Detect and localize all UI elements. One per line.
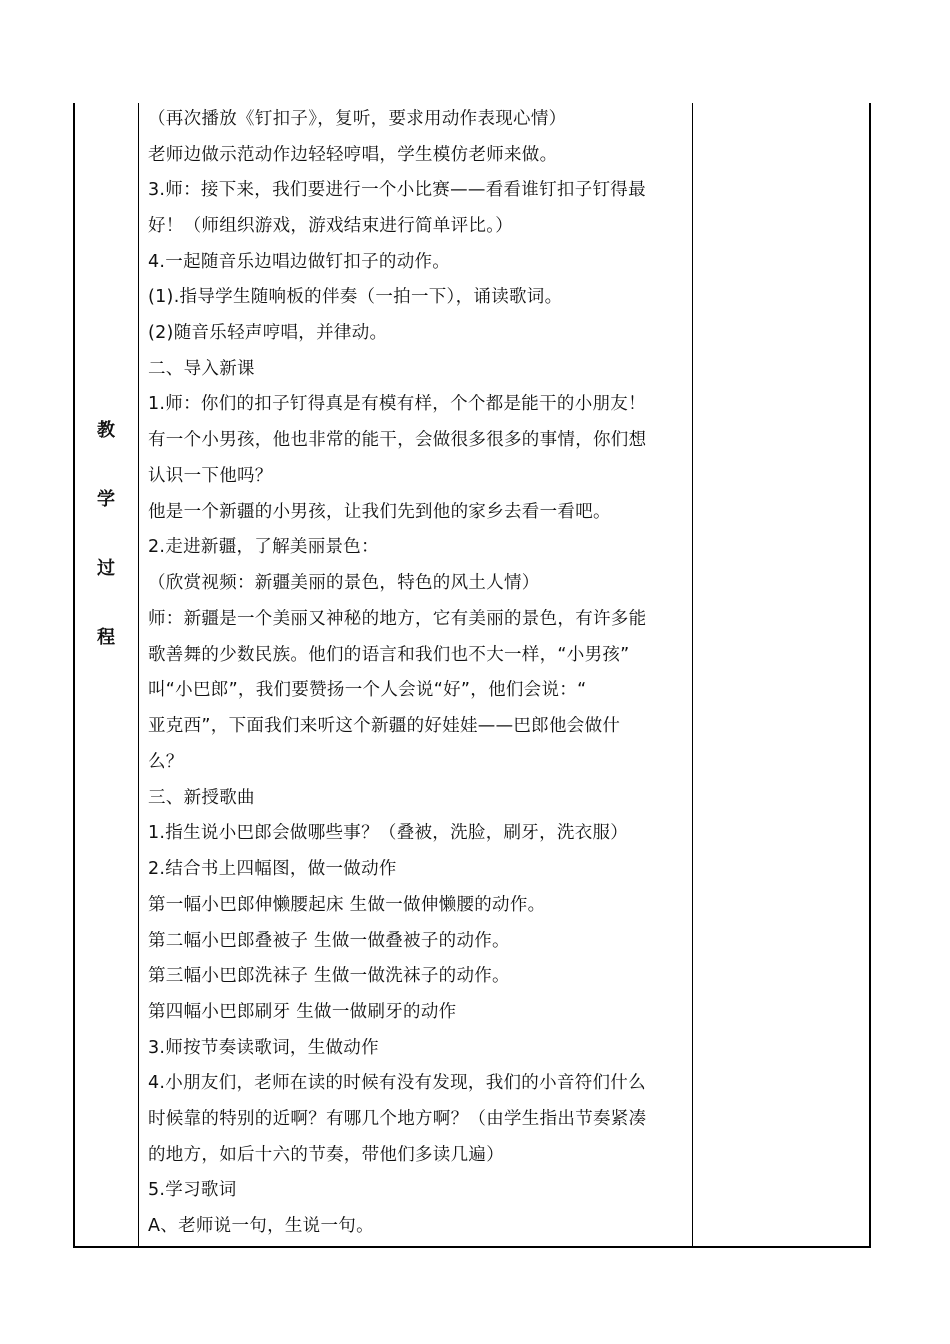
content-line: 2.走进新疆，了解美丽景色： (148, 537, 379, 557)
table-border-left (73, 103, 75, 1248)
content-line: （再次播放《钉扣子》，复听，要求用动作表现心情） (148, 109, 567, 129)
content-line: 4.一起随音乐边唱边做钉扣子的动作。 (148, 252, 451, 272)
section-label-char: 学 (97, 489, 115, 510)
content-line: 1.指生说小巴郎会做哪些事？（叠被，洗脸，刷牙，洗衣服） (148, 823, 629, 843)
content-line: 好！（师组织游戏，游戏结束进行简单评比。） (148, 216, 514, 236)
content-line: 师：新疆是一个美丽又神秘的地方，它有美丽的景色，有许多能 (148, 609, 647, 629)
content-line: 2.结合书上四幅图，做一做动作 (148, 859, 397, 879)
content-line: 二、导入新课 (148, 359, 255, 379)
content-line: (2)随音乐轻声哼唱，并律动。 (148, 323, 388, 343)
column-divider-label (138, 103, 139, 1248)
content-line: 三、新授歌曲 (148, 788, 255, 808)
content-line: 第四幅小巴郎刷牙 生做一做刷牙的动作 (148, 1002, 457, 1022)
content-line: 老师边做示范动作边轻轻哼唱，学生模仿老师来做。 (148, 145, 558, 165)
content-line: 第三幅小巴郎洗袜子 生做一做洗袜子的动作。 (148, 966, 510, 986)
content-line: 4.小朋友们，老师在读的时候有没有发现，我们的小音符们什么 (148, 1073, 646, 1093)
content-line: 的地方，如后十六的节奏，带他们多读几遍） (148, 1145, 504, 1165)
table-border-bottom (73, 1246, 871, 1248)
content-line: 时候靠的特别的近啊？有哪几个地方啊？（由学生指出节奏紧凑 (148, 1109, 647, 1129)
content-line: （欣赏视频：新疆美丽的景色，特色的风土人情） (148, 573, 540, 593)
content-line: 3.师：接下来，我们要进行一个小比赛——看看谁钉扣子钉得最 (148, 180, 646, 200)
section-label-char: 程 (97, 627, 115, 648)
content-line: (1).指导学生随响板的伴奏（一拍一下），诵读歌词。 (148, 287, 563, 307)
content-line: 他是一个新疆的小男孩，让我们先到他的家乡去看一看吧。 (148, 502, 611, 522)
content-line: 歌善舞的少数民族。他们的语言和我们也不大一样，“小男孩” (148, 645, 630, 665)
content-line: 么？ (148, 752, 184, 772)
lesson-table (73, 103, 871, 1248)
column-divider-notes (692, 103, 693, 1248)
section-label-char: 过 (97, 558, 115, 579)
table-border-right (869, 103, 871, 1248)
content-line: 第二幅小巴郎叠被子 生做一做叠被子的动作。 (148, 931, 510, 951)
content-line: 叫“小巴郎”，我们要赞扬一个人会说“好”，他们会说：“ (148, 680, 587, 700)
content-line: A、老师说一句，生说一句。 (148, 1216, 374, 1236)
content-line: 有一个小男孩，他也非常的能干，会做很多很多的事情，你们想 (148, 430, 647, 450)
content-line: 3.师按节奏读歌词，生做动作 (148, 1038, 379, 1058)
content-line: 亚克西”，下面我们来听这个新疆的好娃娃——巴郎他会做什 (148, 716, 621, 736)
content-line: 第一幅小巴郎伸懒腰起床 生做一做伸懒腰的动作。 (148, 895, 546, 915)
content-line: 5.学习歌词 (148, 1180, 237, 1200)
content-line: 认识一下他吗？ (148, 466, 273, 486)
content-line: 1.师：你们的扣子钉得真是有模有样，个个都是能干的小朋友！ (148, 394, 646, 414)
section-label-char: 教 (97, 420, 115, 441)
